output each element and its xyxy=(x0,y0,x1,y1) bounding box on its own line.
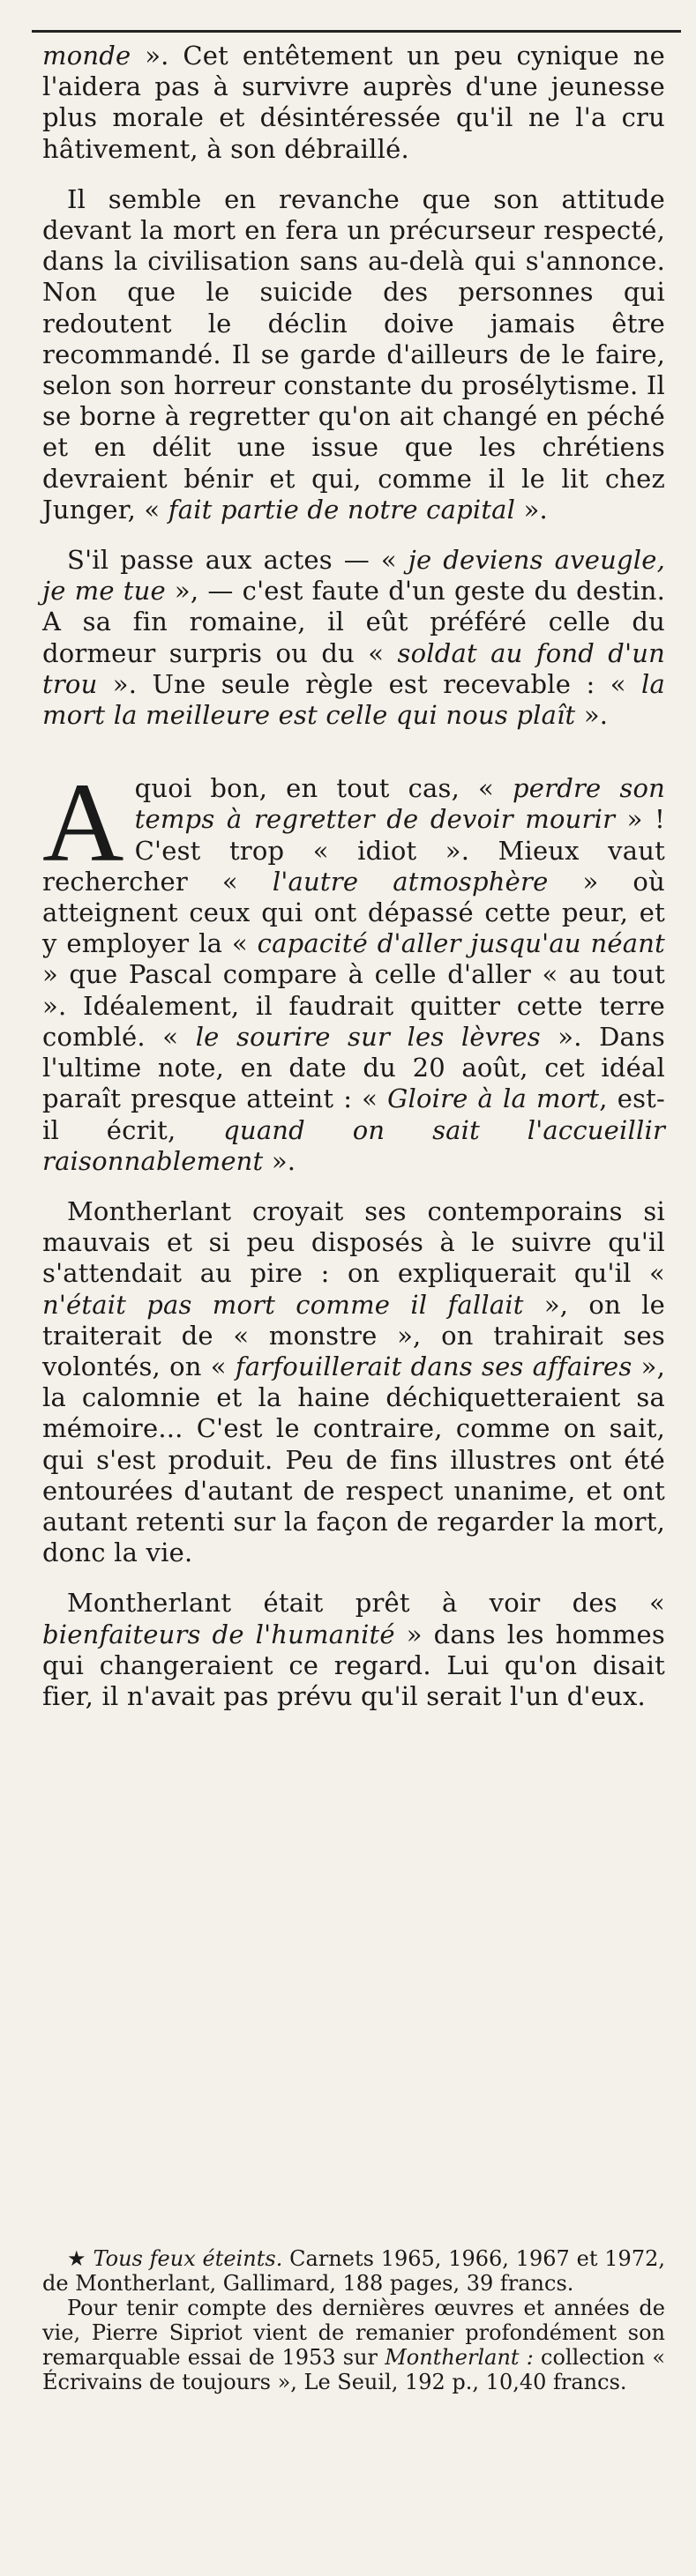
paragraph-4-t7: ». xyxy=(263,1145,296,1176)
article-body xyxy=(42,41,665,1731)
star-icon: ★ xyxy=(67,2246,94,2271)
paragraph-5-t3: », la calomnie et la haine déchiquetteraient sa mémoire... C'est le contraire, comme on sait, qui s'est produit. Peu de fins illustres ont été entourées d'autant de respect unanime, et ont autant retenti sur la façon de regarder la mort, donc la vie. xyxy=(42,1351,665,1568)
paragraph-4-em6: quand on sait l'accueillir raisonnablement xyxy=(42,1114,666,1176)
paragraph-6-em1: bienfaiteurs de l'humanité xyxy=(42,1619,395,1649)
paragraph-4-em4: le sourire sur les lèvres xyxy=(195,1021,541,1052)
paragraph-6 xyxy=(42,1588,665,1712)
paragraph-4 xyxy=(42,760,666,1177)
paragraph-2-em: fait partie de notre capital xyxy=(168,494,516,525)
paragraph-3-t4: ». xyxy=(575,700,609,731)
paragraph-5-em1: n'était pas mort comme il fallait xyxy=(42,1289,524,1320)
paragraph-4-t4: » que Pascal compare à celle d'aller « au tout ». Idéalement, il faudrait quitter cette terre comblé. « xyxy=(42,959,665,1052)
paragraph-4-em2: l'autre atmosphère xyxy=(272,866,549,897)
top-rule xyxy=(32,30,681,33)
paragraph-3 xyxy=(42,545,665,731)
drop-cap: A xyxy=(42,760,124,886)
paragraph-5 xyxy=(42,1196,665,1568)
paragraph-3-t2: », — c'est faute d'un geste du destin. A sa fin romaine, il eût préféré celle du dormeur surpris ou du « xyxy=(42,576,665,668)
paragraph-4-em5: Gloire à la mort xyxy=(387,1083,600,1114)
paragraph-3-t3: ». Une seule règle est recevable : « xyxy=(97,668,642,699)
footnote-essay-em: Montherlant : xyxy=(385,2345,534,2370)
paragraph-2-text: Il semble en revanche que son attitude devant la mort en fera un précurseur respecté, dans la civilisation sans au-delà qui s'annonce. Non que le suicide des personnes qui redoutent le déclin doive jamais être recommandé. Il se garde d'ailleurs de le faire, selon son horreur constante du prosélytisme. Il se borne à regretter qu'on ait changé en péché et en délit une issue que les chrétiens devraient bénir et qui, comme il le lit chez Junger, « xyxy=(42,183,665,525)
paragraph-1-text: ». Cet entêtement un peu cynique ne l'aidera pas à survivre auprès d'une jeunesse plus morale et désintéressée qu'il ne l'a cru hâtivement, à son débraillé. xyxy=(42,41,665,164)
paragraph-4-t6: , est-il écrit, xyxy=(42,1083,666,1145)
paragraph-4-em1: perdre son temps à regretter de devoir mourir xyxy=(134,773,665,835)
paragraph-5-t2: », on le traiterait de « monstre », on trahirait ses volontés, on « xyxy=(42,1289,665,1381)
paragraph-1 xyxy=(42,41,665,165)
paragraph-5-t1: Montherlant croyait ses contemporains si mauvais et si peu disposés à le suivre qu'il s'attendait au pire : on expliquerait qu'il « xyxy=(42,1195,665,1289)
paragraph-2-end: ». xyxy=(515,494,548,525)
paragraph-3-em2: soldat au fond d'un trou xyxy=(42,637,666,699)
paragraph-4-em3: capacité d'aller jusqu'au néant xyxy=(257,928,665,959)
footnotes xyxy=(42,2246,665,2394)
footnote-book xyxy=(42,2246,665,2296)
paragraph-4-t1: quoi bon, en tout cas, « xyxy=(134,773,513,804)
paragraph-4-t3: » où atteignent ceux qui ont dépassé cette peur, et y employer la « xyxy=(42,866,665,959)
footnote-essay-t2: collection « Écrivains de toujours », Le Seuil, 192 p., 10,40 francs. xyxy=(42,2345,666,2394)
paragraph-4-t5: ». Dans l'ultime note, en date du 20 août, cet idéal paraît presque atteint : « xyxy=(42,1021,665,1114)
paragraph-6-t1: Montherlant était prêt à voir des « xyxy=(67,1588,665,1619)
footnote-book-title: Tous feux éteints. xyxy=(93,2246,283,2271)
paragraph-4-t2: » ! C'est trop « idiot ». Mieux vaut rechercher « xyxy=(42,804,665,897)
paragraph-5-em2: farfouillerait dans ses affaires xyxy=(235,1351,632,1381)
paragraph-3-em3: la mort la meilleure est celle qui nous plaît xyxy=(42,668,665,731)
footnote-book-details: Carnets 1965, 1966, 1967 et 1972, de Montherlant, Gallimard, 188 pages, 39 francs. xyxy=(42,2246,665,2296)
footnote-essay-t1: Pour tenir compte des dernières œuvres et années de vie, Pierre Sipriot vient de remanier profondément son remarquable essai de 1953 sur xyxy=(42,2296,665,2370)
footnote-essay xyxy=(42,2296,665,2394)
paragraph-6-t2: » dans les hommes qui changeraient ce regard. Lui qu'on disait fier, il n'avait pas prévu qu'il serait l'un d'eux. xyxy=(42,1619,665,1711)
paragraph-2 xyxy=(42,184,665,525)
paragraph-1-em: monde xyxy=(42,41,131,71)
paragraph-3-t1: S'il passe aux actes — « xyxy=(67,545,408,576)
paragraph-3-em1: je deviens aveugle, je me tue xyxy=(42,545,665,607)
